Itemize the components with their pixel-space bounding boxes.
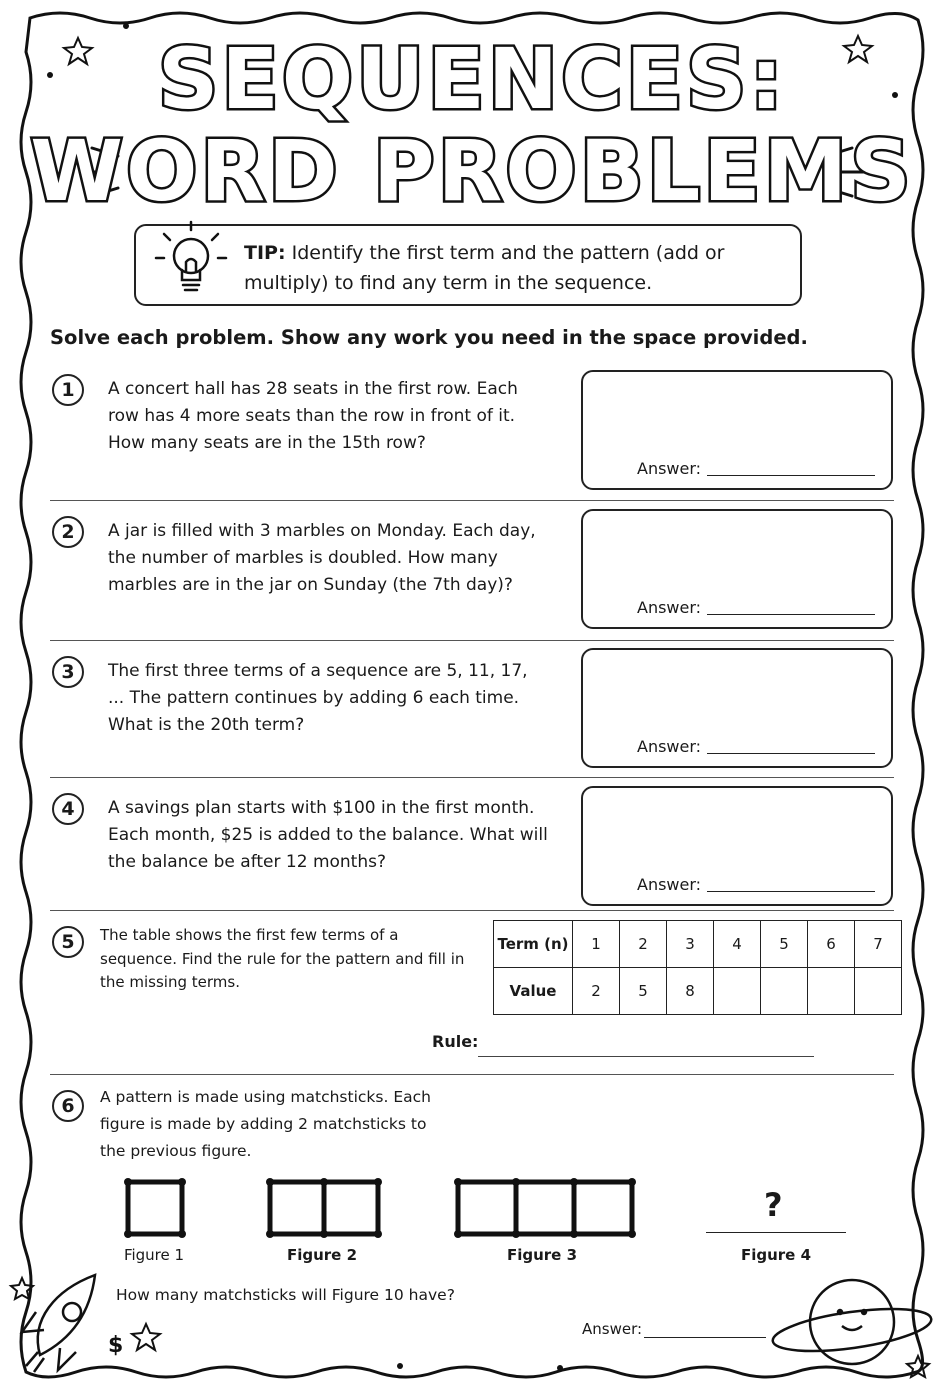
table-cell: 5: [620, 968, 667, 1015]
answer-line[interactable]: [707, 891, 875, 892]
rule-label: Rule:: [432, 1032, 479, 1051]
answer-label: Answer:: [637, 459, 702, 478]
matchstick-figures: [110, 1170, 650, 1240]
figure-3-label: Figure 3: [506, 1246, 578, 1264]
answer-label: Answer:: [637, 598, 702, 617]
problem-2-text: A jar is filled with 3 marbles on Monday. Each day, the number of marbles is doubled. How many marbles are in the jar on Sunday (the 7th day)?: [108, 521, 536, 595]
planet-icon: [770, 1280, 933, 1364]
answer-line[interactable]: [707, 614, 875, 615]
problem-1-text: A concert hall has 28 seats in the first row. Each row has 4 more seats than the row in front of it. How many seats are in the 15th row?: [108, 379, 518, 453]
table-row: [494, 968, 902, 1015]
problem-6-question: How many matchsticks will Figure 10 have?: [116, 1286, 455, 1304]
lightbulb-icon: [146, 218, 236, 308]
divider: [50, 910, 894, 911]
problem-6-number: 6: [52, 1090, 84, 1122]
problem-5-number: 5: [52, 926, 84, 958]
divider: [50, 500, 894, 501]
tip-label: TIP:: [244, 242, 286, 264]
problem-6-answer-line[interactable]: [644, 1337, 766, 1338]
answer-label: Answer:: [637, 875, 702, 894]
table-row: [494, 921, 902, 968]
divider: [50, 640, 894, 641]
figure-4-label: Figure 4: [740, 1246, 812, 1264]
problem-1-answer-box[interactable]: [581, 370, 893, 490]
problem-4-text: A savings plan starts with $100 in the first month. Each month, $25 is added to the balance. What will the balance be after 12 months?: [108, 798, 548, 872]
page-title-line1: SEQUENCES:: [157, 30, 787, 128]
table-cell-blank[interactable]: [761, 968, 808, 1015]
table-cell: 1: [573, 921, 620, 968]
instructions: Solve each problem. Show any work you need in the space provided.: [50, 326, 808, 349]
answer-label: Answer:: [637, 737, 702, 756]
dollar-icon: $: [108, 1333, 124, 1358]
rocket-icon: [22, 1275, 95, 1372]
problem-3-text: The first three terms of a sequence are 5, 11, 17, ... The pattern continues by adding 6 each time. What is the 20th term?: [108, 661, 528, 735]
table-cell: 4: [714, 921, 761, 968]
problem-4-number: 4: [52, 793, 84, 825]
table-cell-blank[interactable]: [808, 968, 855, 1015]
figure-2-label: Figure 2: [286, 1246, 358, 1264]
problem-6-text: A pattern is made using matchsticks. Each figure is made by adding 2 matchsticks to the previous figure.: [100, 1088, 431, 1160]
answer-line[interactable]: [707, 475, 875, 476]
problem-2-answer-box[interactable]: [581, 509, 893, 629]
table-cell: 8: [667, 968, 714, 1015]
table-cell: 2: [620, 921, 667, 968]
table-cell: 3: [667, 921, 714, 968]
figure-1-label: Figure 1: [123, 1246, 185, 1264]
tip-text: [244, 238, 794, 298]
table-cell-blank[interactable]: [855, 968, 902, 1015]
problem-6-answer-label: Answer:: [582, 1320, 643, 1338]
problem-3-number: 3: [52, 656, 84, 688]
tip-box: [134, 224, 802, 306]
table-header-value: Value: [494, 968, 573, 1015]
table-cell: 6: [808, 921, 855, 968]
problem-1-number: 1: [52, 374, 84, 406]
sequence-table: [493, 920, 902, 1015]
problem-5-text: The table shows the first few terms of a sequence. Find the rule for the pattern and fill in the missing terms.: [100, 926, 465, 991]
answer-line[interactable]: [707, 753, 875, 754]
figure-4-line[interactable]: [706, 1232, 846, 1233]
table-cell: 2: [573, 968, 620, 1015]
table-cell: 7: [855, 921, 902, 968]
problem-3-answer-box[interactable]: [581, 648, 893, 768]
table-cell: 5: [761, 921, 808, 968]
divider: [50, 1074, 894, 1075]
table-cell-blank[interactable]: [714, 968, 761, 1015]
divider: [50, 777, 894, 778]
figure-4-question-mark: ?: [764, 1186, 783, 1224]
rule-answer-line[interactable]: [478, 1056, 814, 1057]
tip-body: Identify the first term and the pattern (add or multiply) to find any term in the sequence.: [244, 242, 725, 294]
problem-4-answer-box[interactable]: [581, 786, 893, 906]
table-header-term: Term (n): [494, 921, 573, 968]
page-title-line2: WORD PROBLEMS: [30, 122, 914, 220]
problem-2-number: 2: [52, 516, 84, 548]
